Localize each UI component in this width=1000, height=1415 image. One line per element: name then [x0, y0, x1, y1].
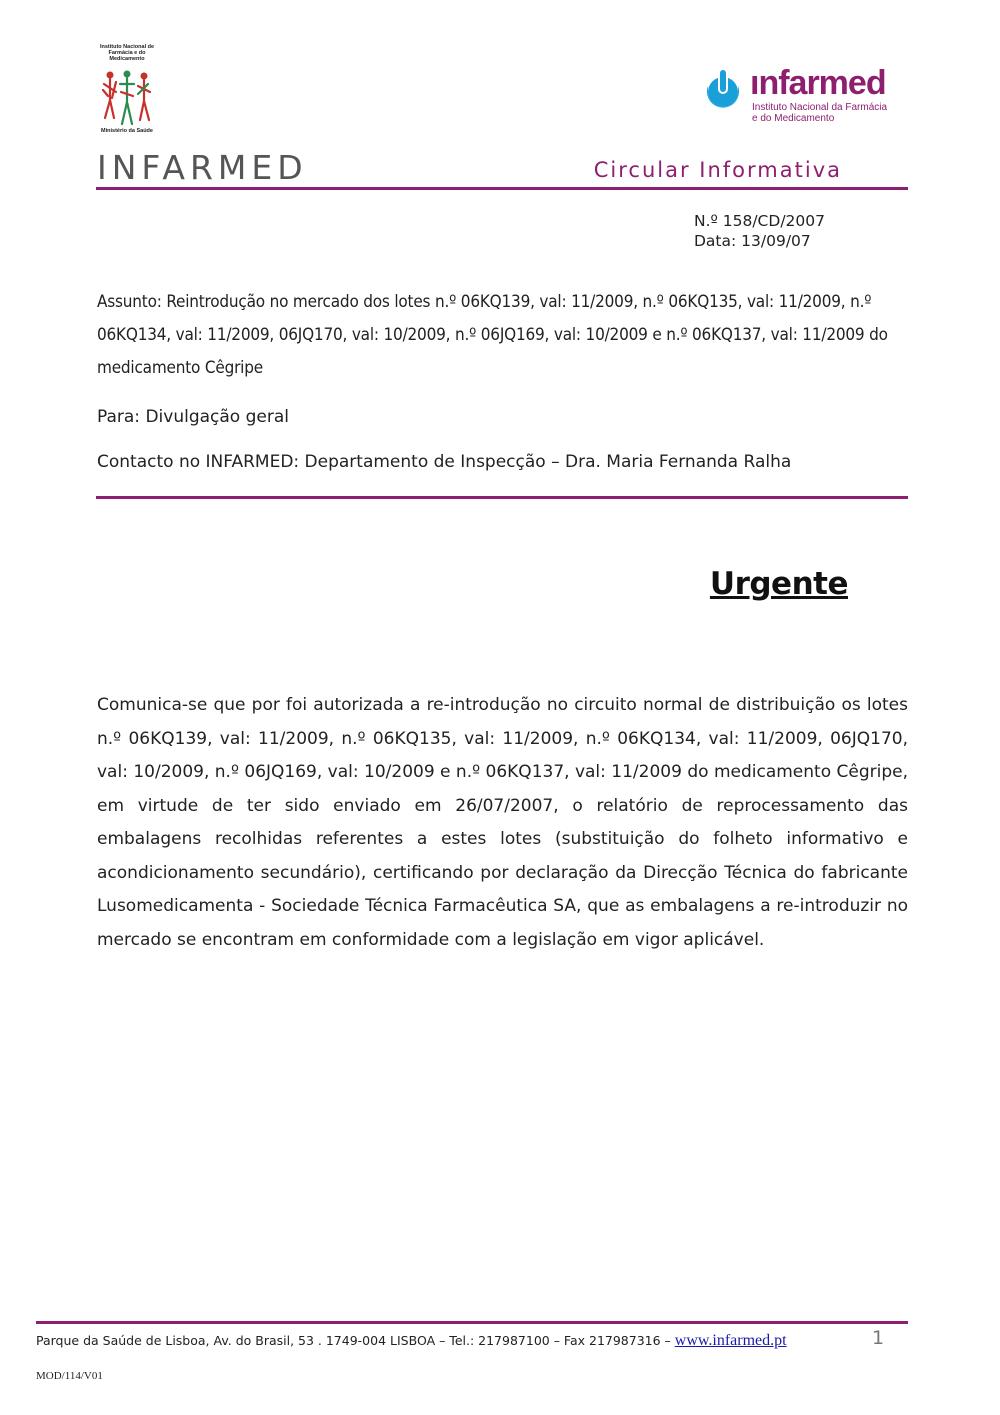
footer-address-text: Parque da Saúde de Lisboa, Av. do Brasil, 53 . 1749-004 LISBOA – Tel.: 217987100 – Fax 217987316 – [36, 1333, 675, 1348]
recipients: Para: Divulgação geral [97, 407, 289, 427]
infarmed-emblem-icon [700, 66, 746, 112]
page-number: 1 [872, 1327, 885, 1349]
ministry-logo-bottom-text: Ministério da Saúde [101, 128, 153, 134]
form-code: MOD/114/V01 [36, 1370, 103, 1382]
infarmed-brand-subtitle: Instituto Nacional da Farmácia e do Medicamento [752, 102, 888, 124]
footer-address [36, 1332, 787, 1350]
circular-date: Data: 13/09/07 [694, 232, 811, 250]
footer-divider [36, 1321, 908, 1324]
ministry-logo-top-text: Instituto Nacional de Farmácia e do Medicamento [99, 44, 155, 62]
subject: Assunto: Reintrodução no mercado dos lotes n.º 06KQ139, val: 11/2009, n.º 06KQ135, val: 11/2009, n.º 06KQ134, val: 11/2009, 06JQ170, val: 10/2009, n.º 06JQ169, val: 10/2009 e n.º 06KQ137, val: 11/2009 do medicamento Cêgripe [97, 292, 888, 378]
contact: Contacto no INFARMED: Departamento de Inspecção – Dra. Maria Fernanda Ralha [97, 452, 792, 472]
circular-number: N.º 158/CD/2007 [694, 212, 825, 230]
header-divider [96, 187, 908, 190]
meta-divider [96, 496, 908, 499]
figures-icon [100, 70, 154, 128]
urgent-label: Urgente [709, 566, 848, 602]
infarmed-logo [700, 64, 888, 130]
body-paragraph: Comunica-se que por foi autorizada a re-introdução no circuito normal de distribuição os lotes n.º 06KQ139, val: 11/2009, n.º 06KQ135, val: 11/2009, n.º 06KQ134, val: 11/2009, 06JQ170, val: 10/2009, n.º 06JQ169, val: 10/2009 e n.º 06KQ137, val: 11/2009 do medicamento Cêgripe, em virtude de ter sido enviado em 26/07/2007, o relatório de reprocessamento das embalagens recolhidas referentes a estes lotes (substituição do folheto informativo e acondicionamento secundário), certificando por declaração da Direcção Técnica do fabricante Lusomedicamenta - Sociedade Técnica Farmacêutica SA, que as embalagens a re-introduzir no mercado se encontram em conformidade com a legislação em vigor aplicável. [97, 695, 908, 950]
website-link[interactable]: www.infarmed.pt [674, 1332, 787, 1349]
infarmed-brand-name: ınfarmed [750, 64, 886, 102]
reference-block [694, 211, 825, 251]
document-type: Circular Informativa [593, 158, 842, 182]
organization-heading: INFARMED [97, 148, 308, 187]
ministry-logo [96, 44, 158, 136]
